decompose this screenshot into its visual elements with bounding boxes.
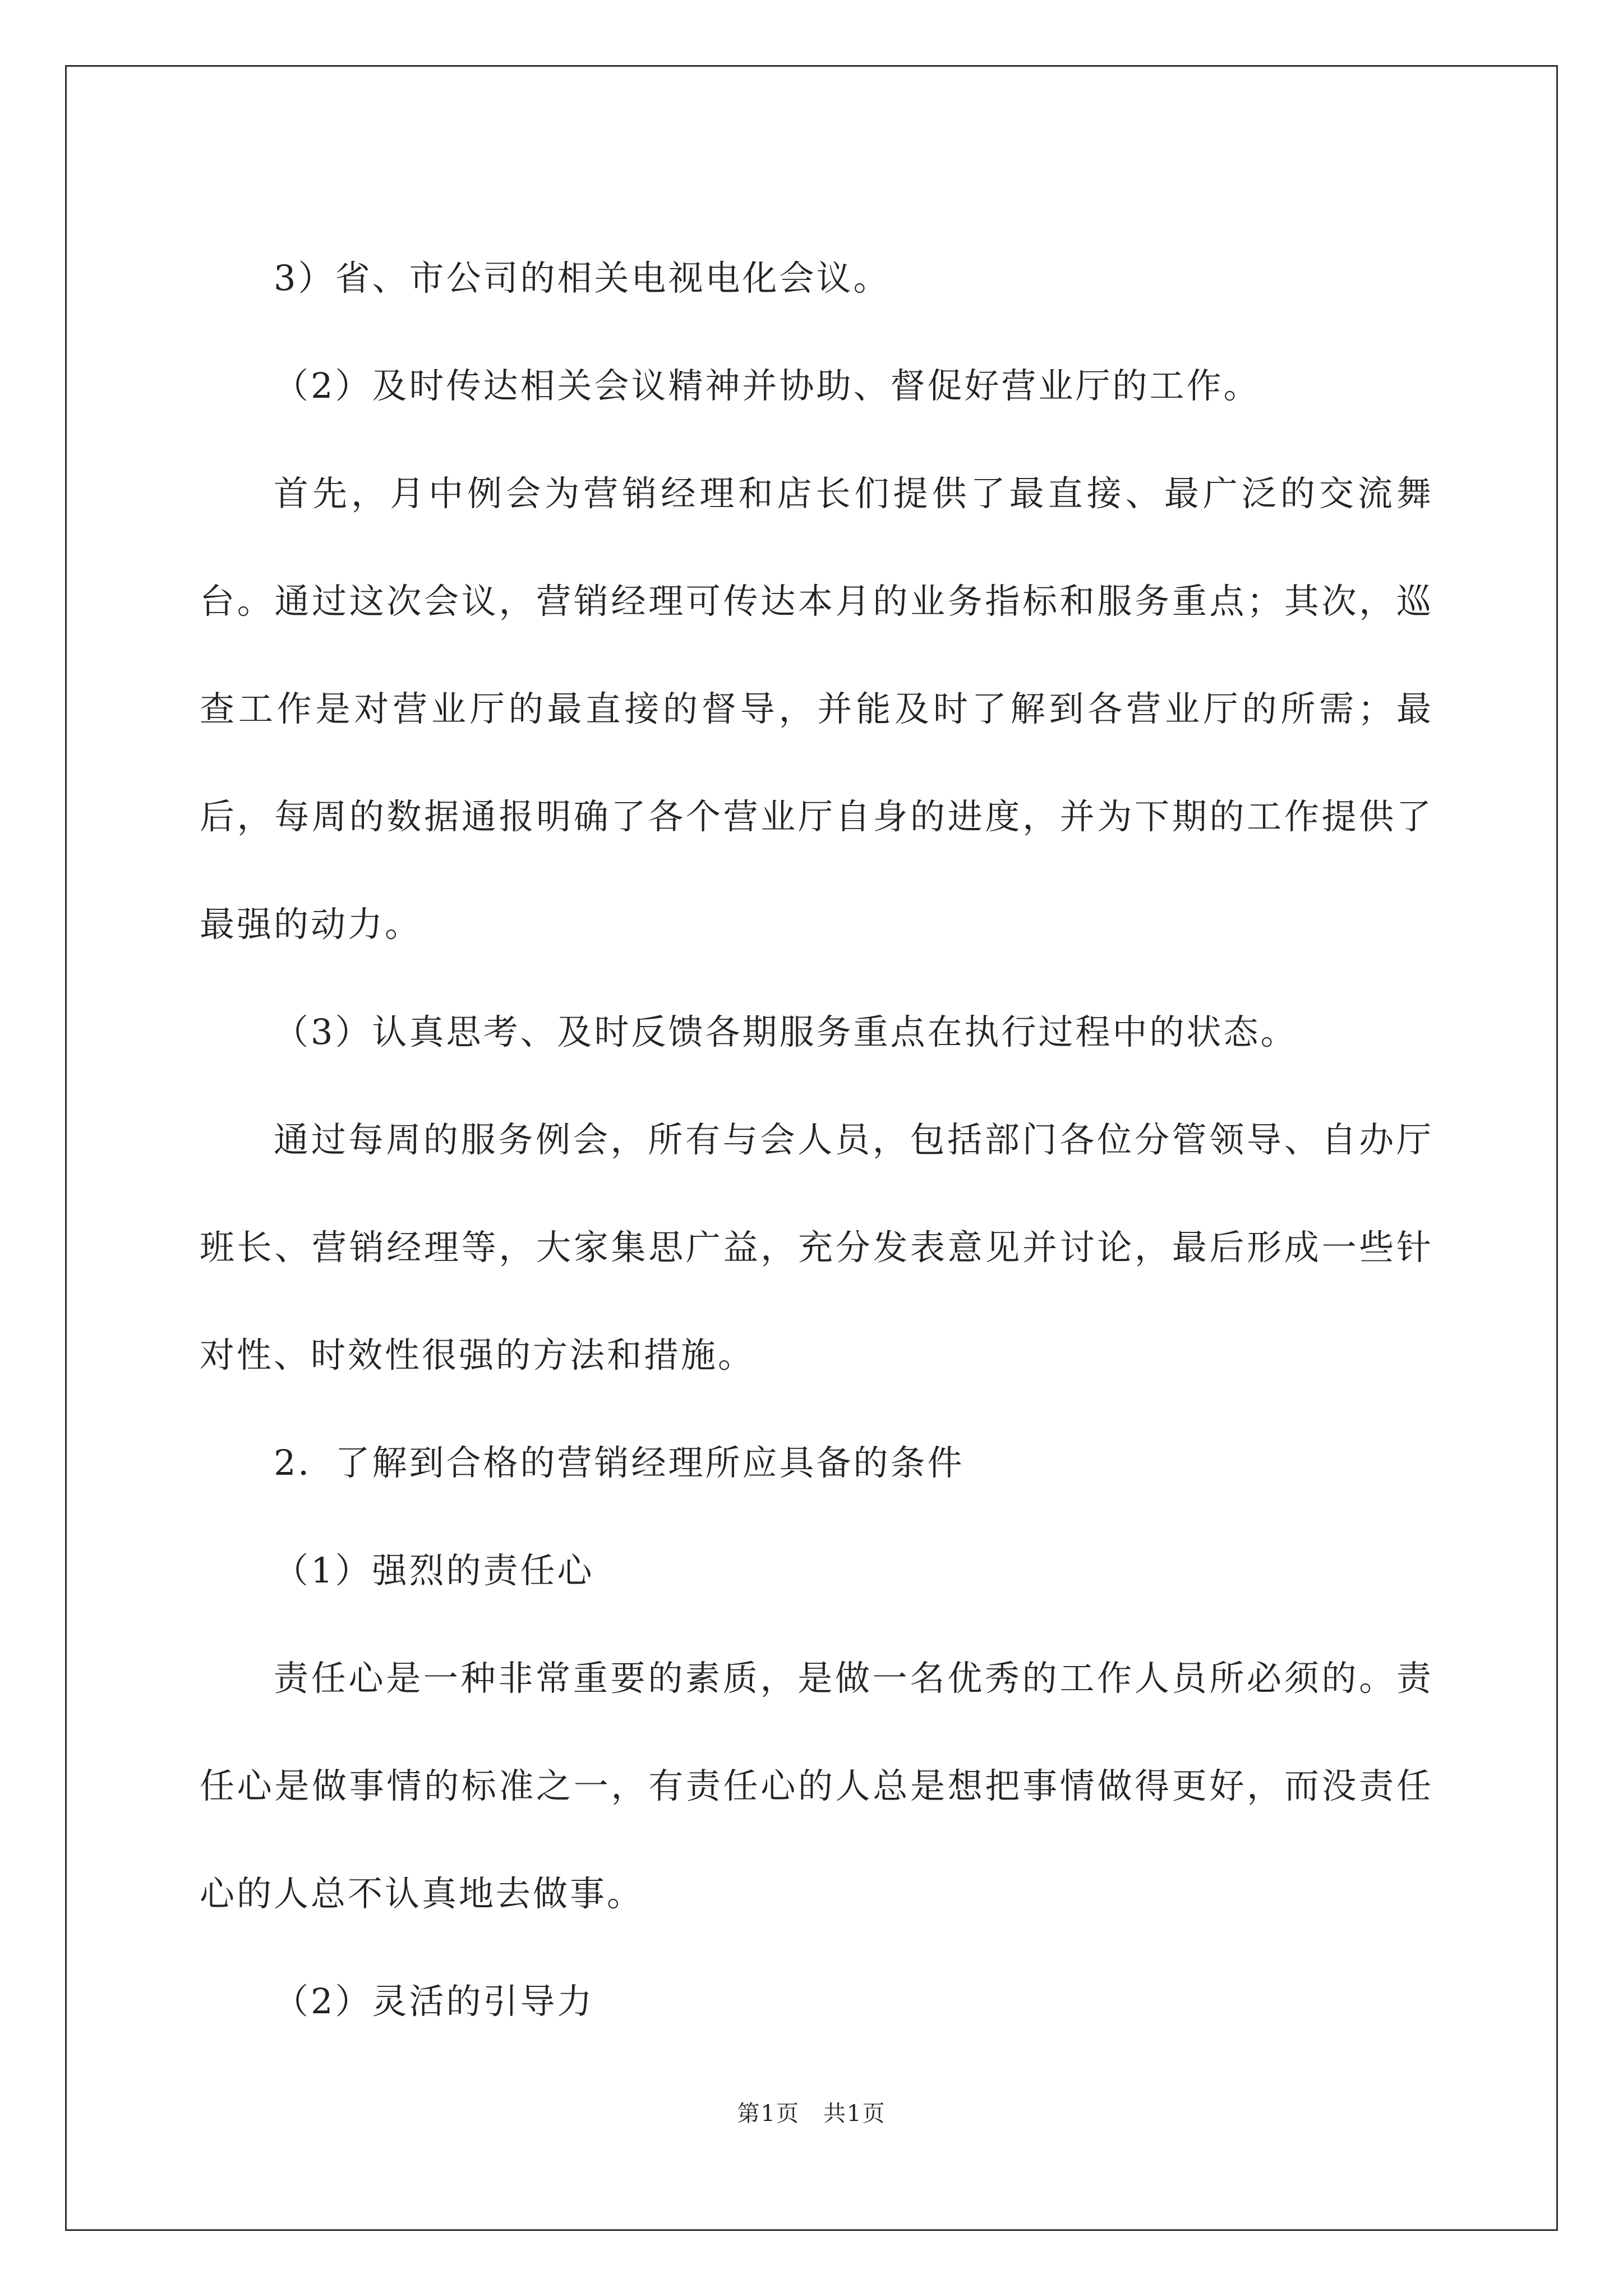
document-body xyxy=(200,224,1433,2055)
paragraph-2: （2）及时传达相关会议精神并协助、督促好营业厅的工作。 xyxy=(274,365,1261,406)
paragraph-1: 3）省、市公司的相关电视电化会议。 xyxy=(274,257,891,298)
paragraph-3: 首先，月中例会为营销经理和店长们提供了最直接、最广泛的交流舞台。通过这次会议，营销经理可传达本月的业务指标和服务重点；其次，巡查工作是对营业厅的最直接的督导，并能及时了解到各营业厅的所需；最后，每周的数据通报明确了各个营业厅自身的进度，并为下期的工作提供了最强的动力。 xyxy=(200,473,1433,945)
page-footer: 第1页 共1页 xyxy=(737,2101,886,2127)
paragraph-5: 通过每周的服务例会，所有与会人员，包括部门各位分管领导、自办厅班长、营销经理等，大家集思广益，充分发表意见并讨论，最后形成一些针对性、时效性很强的方法和措施。 xyxy=(200,1119,1433,1375)
paragraph-7: （1）强烈的责任心 xyxy=(274,1550,594,1591)
paragraph-6: 2．了解到合格的营销经理所应具备的条件 xyxy=(274,1442,965,1483)
paragraph-4: （3）认真思考、及时反馈各期服务重点在执行过程中的状态。 xyxy=(274,1011,1298,1052)
paragraph-8: 责任心是一种非常重要的素质，是做一名优秀的工作人员所必须的。责任心是做事情的标准之一，有责任心的人总是想把事情做得更好，而没责任心的人总不认真地去做事。 xyxy=(200,1658,1433,1914)
paragraph-9: （2）灵活的引导力 xyxy=(274,1981,594,2022)
